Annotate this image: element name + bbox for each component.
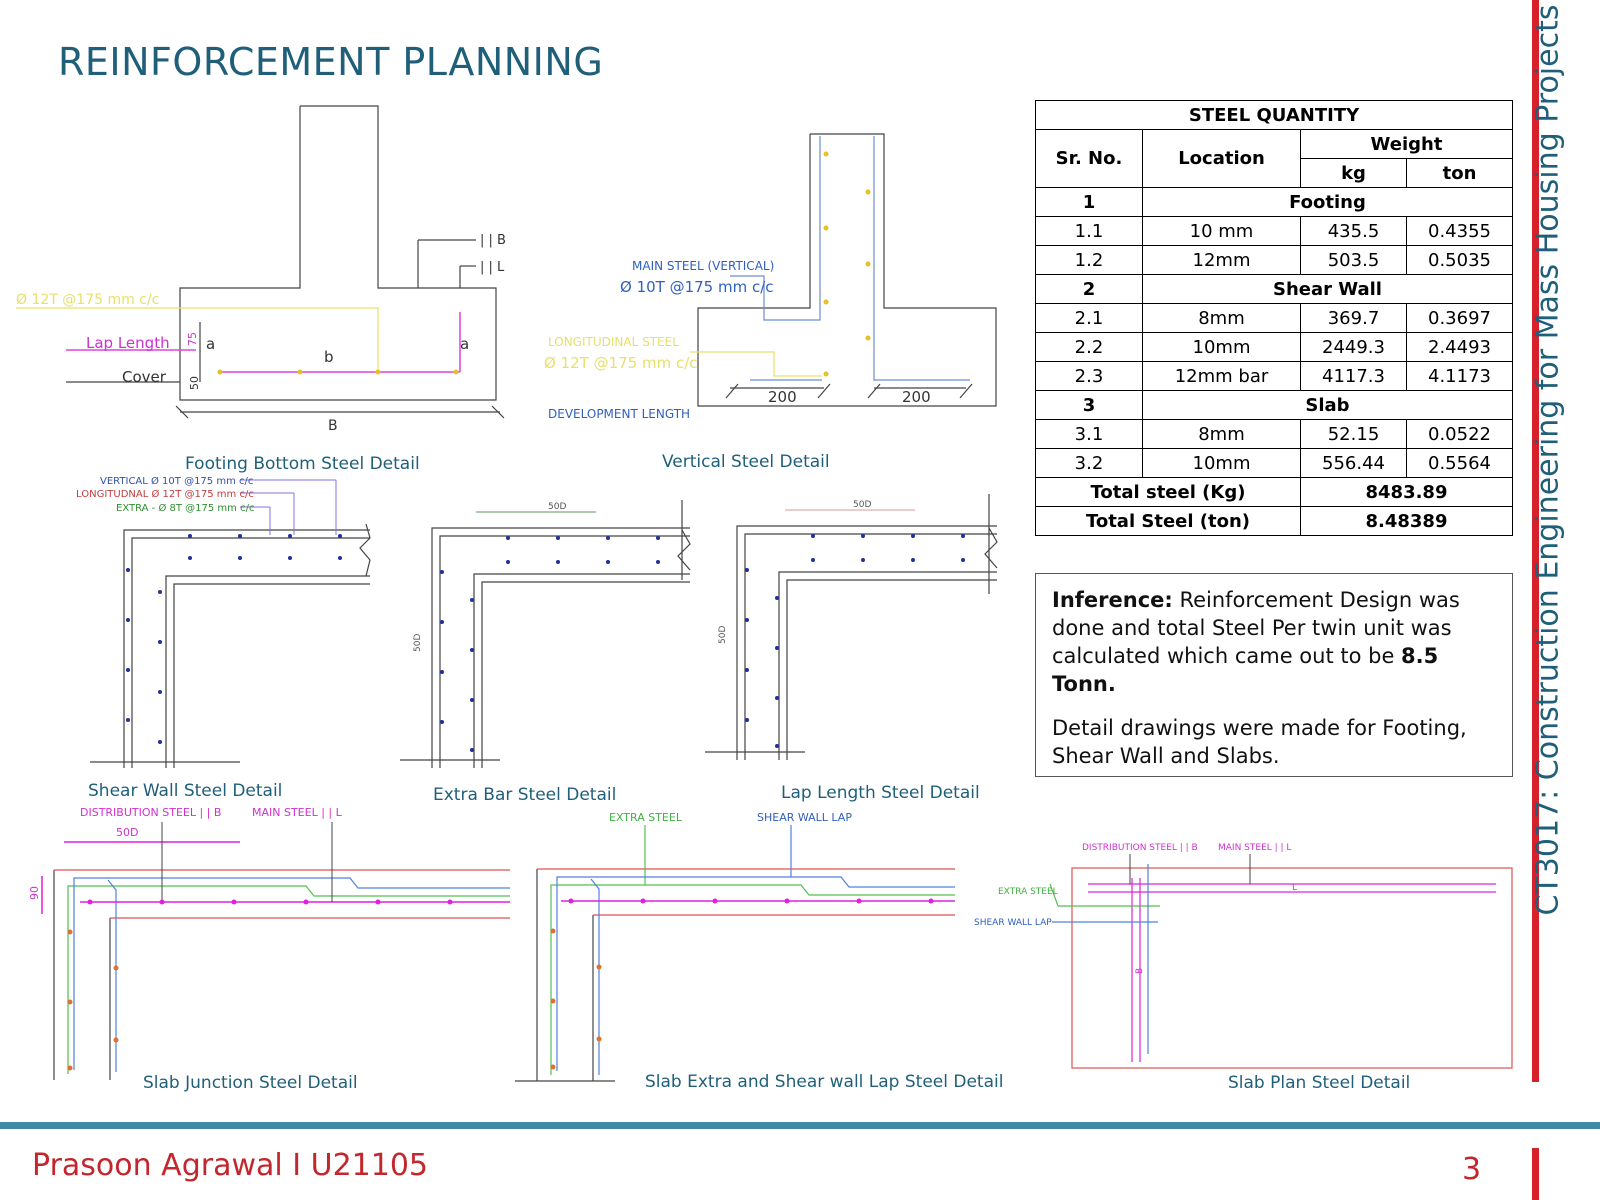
section-no: 2 — [1036, 275, 1143, 304]
slab-extra-drawing — [515, 811, 955, 1085]
extra-dim-top: 50D — [548, 502, 567, 512]
footing-dim50: 50 — [188, 376, 201, 390]
shear-label-vertical: VERTICAL Ø 10T @175 mm c/c — [100, 476, 254, 487]
red-accent-bar-bottom — [1532, 1148, 1539, 1200]
vertical-dev-label: DEVELOPMENT LENGTH — [548, 407, 691, 421]
slab-plan-drawing — [972, 844, 1517, 1074]
total-kg-label: Total steel (Kg) — [1036, 478, 1301, 507]
caption-slab-junction: Slab Junction Steel Detail — [143, 1073, 358, 1093]
section-row — [1036, 275, 1513, 304]
row-no: 2.3 — [1036, 362, 1143, 391]
vertical-long-label: LONGITUDINAL STEEL — [548, 335, 679, 349]
total-ton-value: 8.48389 — [1301, 507, 1513, 536]
table-title-row — [1036, 101, 1513, 130]
row-no: 2.2 — [1036, 333, 1143, 362]
footing-parB: | | B — [480, 233, 506, 248]
table-row — [1036, 420, 1513, 449]
caption-slab-plan: Slab Plan Steel Detail — [1228, 1073, 1411, 1093]
section-no: 1 — [1036, 188, 1143, 217]
section-row — [1036, 391, 1513, 420]
footing-b-label: b — [324, 348, 334, 366]
slab-junction-50d: 50D — [116, 826, 139, 839]
row-no: 1.2 — [1036, 246, 1143, 275]
slab-plan-main: MAIN STEEL | | L — [1218, 843, 1292, 853]
row-ton: 0.5564 — [1407, 449, 1513, 478]
caption-vertical: Vertical Steel Detail — [662, 452, 830, 472]
vertical-main-label: MAIN STEEL (VERTICAL) — [632, 259, 775, 273]
table-row — [1036, 362, 1513, 391]
shear-label-extra: EXTRA - Ø 8T @175 mm c/c — [116, 503, 255, 514]
row-no: 1.1 — [1036, 217, 1143, 246]
row-no: 2.1 — [1036, 304, 1143, 333]
header-location: Location — [1143, 130, 1301, 188]
row-kg: 2449.3 — [1301, 333, 1407, 362]
inference-text: Reinforcement Design was done and total Steel Per twin unit was calculated which came out to be — [1052, 588, 1460, 668]
inference-highlight: 8.5 Tonn. — [1052, 644, 1439, 696]
inference-paragraph — [1052, 586, 1496, 698]
footer-divider — [0, 1122, 1600, 1129]
section-row — [1036, 188, 1513, 217]
vertical-long-bar: Ø 12T @175 mm c/c — [544, 354, 698, 372]
slab-extra-extra-label: EXTRA STEEL — [609, 811, 682, 824]
slab-plan-L: L — [1292, 883, 1298, 893]
table-row — [1036, 217, 1513, 246]
row-kg: 52.15 — [1301, 420, 1407, 449]
total-ton-label: Total Steel (ton) — [1036, 507, 1301, 536]
header-kg: kg — [1301, 159, 1407, 188]
footing-dim75: 75 — [186, 332, 199, 346]
extra-bar-drawing — [400, 500, 700, 780]
slab-plan-B: B — [1135, 967, 1145, 974]
caption-slab-extra: Slab Extra and Shear wall Lap Steel Detail — [645, 1072, 1004, 1092]
row-kg: 369.7 — [1301, 304, 1407, 333]
row-ton: 0.4355 — [1407, 217, 1513, 246]
row-kg: 4117.3 — [1301, 362, 1407, 391]
extra-dim-side: 50D — [413, 633, 423, 652]
row-location: 8mm — [1143, 304, 1301, 333]
lap-length-drawing — [705, 494, 1005, 774]
caption-footing: Footing Bottom Steel Detail — [185, 454, 420, 474]
caption-extra-bar: Extra Bar Steel Detail — [433, 785, 617, 805]
shear-label-long: LONGITUDNAL Ø 12T @175 mm c/c — [76, 489, 254, 500]
slab-junction-drawing — [20, 806, 520, 1080]
vertical-dim2: 200 — [902, 388, 931, 406]
footing-cover-label: Cover — [122, 368, 166, 386]
footing-parL: | | L — [480, 260, 505, 275]
row-ton: 0.0522 — [1407, 420, 1513, 449]
table-header-row — [1036, 130, 1513, 159]
slab-extra-lap-label: SHEAR WALL LAP — [757, 811, 852, 824]
table-row — [1036, 333, 1513, 362]
row-ton: 2.4493 — [1407, 333, 1513, 362]
slab-plan-extra: EXTRA STEEL — [998, 887, 1058, 897]
caption-lap-length: Lap Length Steel Detail — [781, 783, 980, 803]
total-kg-row — [1036, 478, 1513, 507]
row-ton: 4.1173 — [1407, 362, 1513, 391]
course-title-vertical: CT3017: Construction Engineering for Mass Housing Projects — [1530, 4, 1566, 916]
caption-shear-wall: Shear Wall Steel Detail — [88, 781, 283, 801]
row-no: 3.2 — [1036, 449, 1143, 478]
slab-junction-main: MAIN STEEL | | L — [252, 806, 342, 819]
row-location: 12mm bar — [1143, 362, 1301, 391]
footing-drawing — [0, 100, 520, 440]
inference-box — [1035, 573, 1513, 777]
header-weight: Weight — [1301, 130, 1513, 159]
table-row — [1036, 304, 1513, 333]
footing-bar-label: Ø 12T @175 mm c/c — [16, 292, 160, 308]
row-kg: 503.5 — [1301, 246, 1407, 275]
row-location: 8mm — [1143, 420, 1301, 449]
slab-junction-90: 90 — [28, 886, 41, 900]
header-sr-no: Sr. No. — [1036, 130, 1143, 188]
slide-title: REINFORCEMENT PLANNING — [58, 40, 604, 84]
total-ton-row — [1036, 507, 1513, 536]
row-location: 10mm — [1143, 449, 1301, 478]
inference-label: Inference: — [1052, 588, 1173, 612]
vertical-main-bar: Ø 10T @175 mm c/c — [620, 278, 774, 296]
total-kg-value: 8483.89 — [1301, 478, 1513, 507]
footer-author: Prasoon Agrawal I U21105 — [32, 1148, 429, 1183]
footing-B-label: B — [328, 418, 338, 434]
page-number: 3 — [1462, 1152, 1482, 1187]
footing-a-right: a — [460, 335, 470, 353]
slab-plan-lap: SHEAR WALL LAP — [974, 918, 1052, 928]
section-name: Shear Wall — [1143, 275, 1513, 304]
row-ton: 0.3697 — [1407, 304, 1513, 333]
table-row — [1036, 246, 1513, 275]
slab-plan-dist: DISTRIBUTION STEEL | | B — [1082, 843, 1198, 853]
vertical-dim1: 200 — [768, 388, 797, 406]
row-kg: 435.5 — [1301, 217, 1407, 246]
lap-dim-side: 50D — [718, 625, 728, 644]
section-name: Slab — [1143, 391, 1513, 420]
steel-quantity-table — [1035, 100, 1513, 536]
row-ton: 0.5035 — [1407, 246, 1513, 275]
footing-a-left: a — [206, 335, 216, 353]
table-title: STEEL QUANTITY — [1036, 101, 1513, 130]
inference-details: Detail drawings were made for Footing, Shear Wall and Slabs. — [1052, 716, 1467, 768]
vertical-drawing — [530, 130, 1010, 430]
row-location: 10mm — [1143, 333, 1301, 362]
section-no: 3 — [1036, 391, 1143, 420]
row-location: 12mm — [1143, 246, 1301, 275]
section-name: Footing — [1143, 188, 1513, 217]
table-row — [1036, 449, 1513, 478]
slab-junction-dist: DISTRIBUTION STEEL | | B — [80, 806, 222, 819]
header-ton: ton — [1407, 159, 1513, 188]
row-no: 3.1 — [1036, 420, 1143, 449]
row-location: 10 mm — [1143, 217, 1301, 246]
shear-wall-drawing — [70, 476, 390, 775]
row-kg: 556.44 — [1301, 449, 1407, 478]
lap-dim-top: 50D — [853, 500, 872, 510]
footing-lap-label: Lap Length — [86, 334, 170, 352]
